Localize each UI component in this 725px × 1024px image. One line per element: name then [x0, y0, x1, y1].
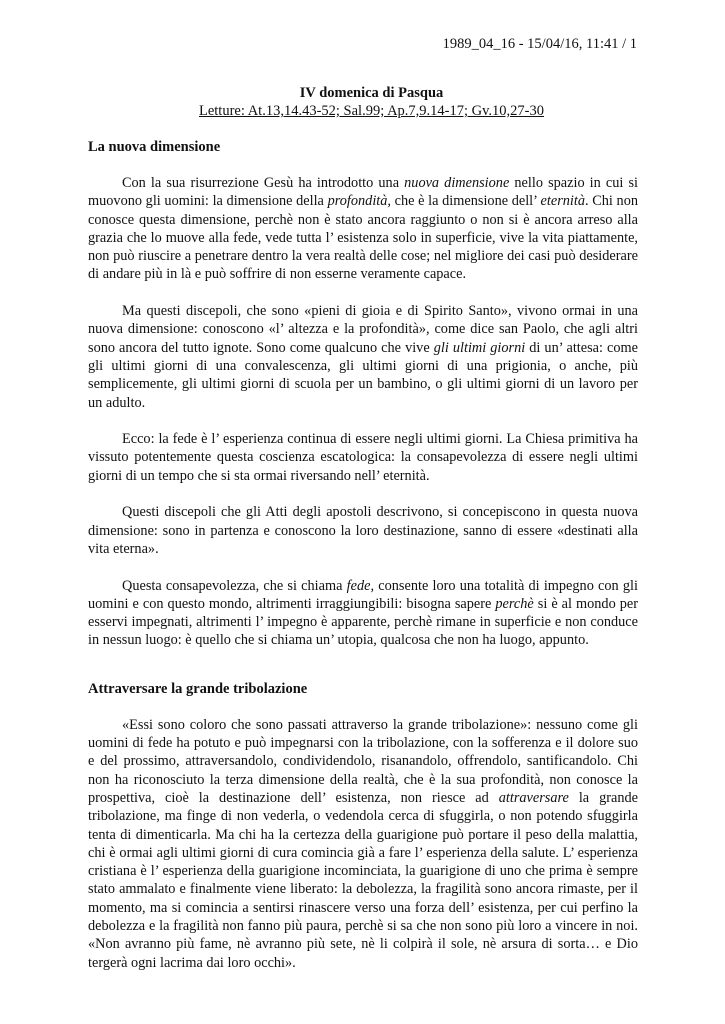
document-title: IV domenica di Pasqua	[299, 85, 444, 101]
readings-line: Letture: At.13,14.43-52; Sal.99; Ap.7,9.14-17; Gv.10,27-30	[198, 103, 545, 119]
section-heading: La nuova dimensione	[88, 139, 221, 155]
paragraph: Con la sua risurrezione Gesù ha introdotto una nuova dimensione nello spazio in cui si muovono gli uomini: la dimensione della profondità, che è la dimensione dell’ eternità. Chi non conosce questa dimensione, perchè non è stato ancora raggiunto o non si è ancora arreso alla grazia che lo muove alla fede, vede tutta l’ esistenza solo in superficie, vive la vita piattamente, non può riuscire a penetrare dentro la vera realtà delle cose; nel migliore dei casi può desiderare di andare più in là e può soffrire di non esserne veramente capace.	[88, 175, 638, 283]
paragraph: «Essi sono coloro che sono passati attraverso la grande tribolazione»: nessuno come gli uomini di fede ha potuto e può impegnarsi con la tribolazione, con la sofferenza e il dolore suo e del prossimo, attraversandolo, condividendolo, risanandolo, offrendolo, santificandolo. Chi non ha riconosciuto la terza dimensione della realtà, che è la sua profondità, non conosce la prospettiva, cioè la destinazione dell’ esistenza, non riesce ad attraversare la grande tribolazione, ma finge di non vederla, o vedendola cerca di sfuggirla, o non potendo sfuggirla tenta di dimenticarla. Ma chi ha la certezza della guarigione può portare il peso della malattia, chi è ormai agli ultimi giorni di cura comincia già a fare l’ esperienza della salute. L’ esperienza cristiana è l’ esperienza della guarigione incominciata, la guarigione di uno che prima è sempre stato ammalato e finalmente viene liberato: la debolezza, la fragilità sono ancora rimaste, per il momento, ma si comincia a sentirsi rinascere verso una forza dell’ esistenza, per cui perfino la debolezza e la fragilità non fanno più paura, perchè si sa che non sono più loro a vincere in noi. «Non avranno più fame, nè avranno più sete, nè li colpirà il sole, nè arsura di sorta… e Dio tergerà ogni lacrima dai loro occhi».	[88, 716, 638, 971]
section-nuova-dimensione	[88, 138, 638, 650]
document-header-ref: 1989_04_16 - 15/04/16, 11:41 / 1	[442, 36, 637, 52]
title-block	[0, 84, 725, 120]
paragraph: Questi discepoli che gli Atti degli apostoli descrivono, si concepiscono in questa nuova dimensione: sono in partenza e conoscono la loro destinazione, sanno di essere «destinati alla vita eterna».	[88, 504, 638, 557]
section-heading: Attraversare la grande tribolazione	[88, 680, 308, 697]
document-body	[88, 138, 638, 990]
paragraph: Questa consapevolezza, che si chiama fede, consente loro una totalità di impegno con gli uomini e con questo mondo, altrimenti irraggiungibili: bisogna sapere perchè si è al mondo per esservi impegnati, altrimenti l’ impegno è apparente, perchè rimane in superficie e non conduce in nessun luogo: è quello che si chiama un’ utopia, qualcosa che non ha luogo, appunto.	[88, 577, 639, 649]
section-grande-tribolazione	[88, 680, 638, 972]
paragraph: Ma questi discepoli, che sono «pieni di gioia e di Spirito Santo», vivono ormai in una nuova dimensione: conoscono «l’ altezza e la profondità», come dice san Paolo, che agli altri sono ancora del tutto ignote. Sono come qualcuno che vive gli ultimi giorni di un’ attesa: come gli ultimi giorni di una convalescenza, gli ultimi giorni di una prigionia, o anche, più semplicemente, gli ultimi giorni di scuola per un bambino, o gli ultimi giorni di un lavoro per un adulto.	[88, 303, 638, 411]
paragraph: Ecco: la fede è l’ esperienza continua di essere negli ultimi giorni. La Chiesa primitiva ha vissuto potentemente questa coscienza escatologica: la consapevolezza di essere negli ultimi giorni di un tempo che si sta ormai riversando nell’ eternità.	[88, 431, 638, 484]
